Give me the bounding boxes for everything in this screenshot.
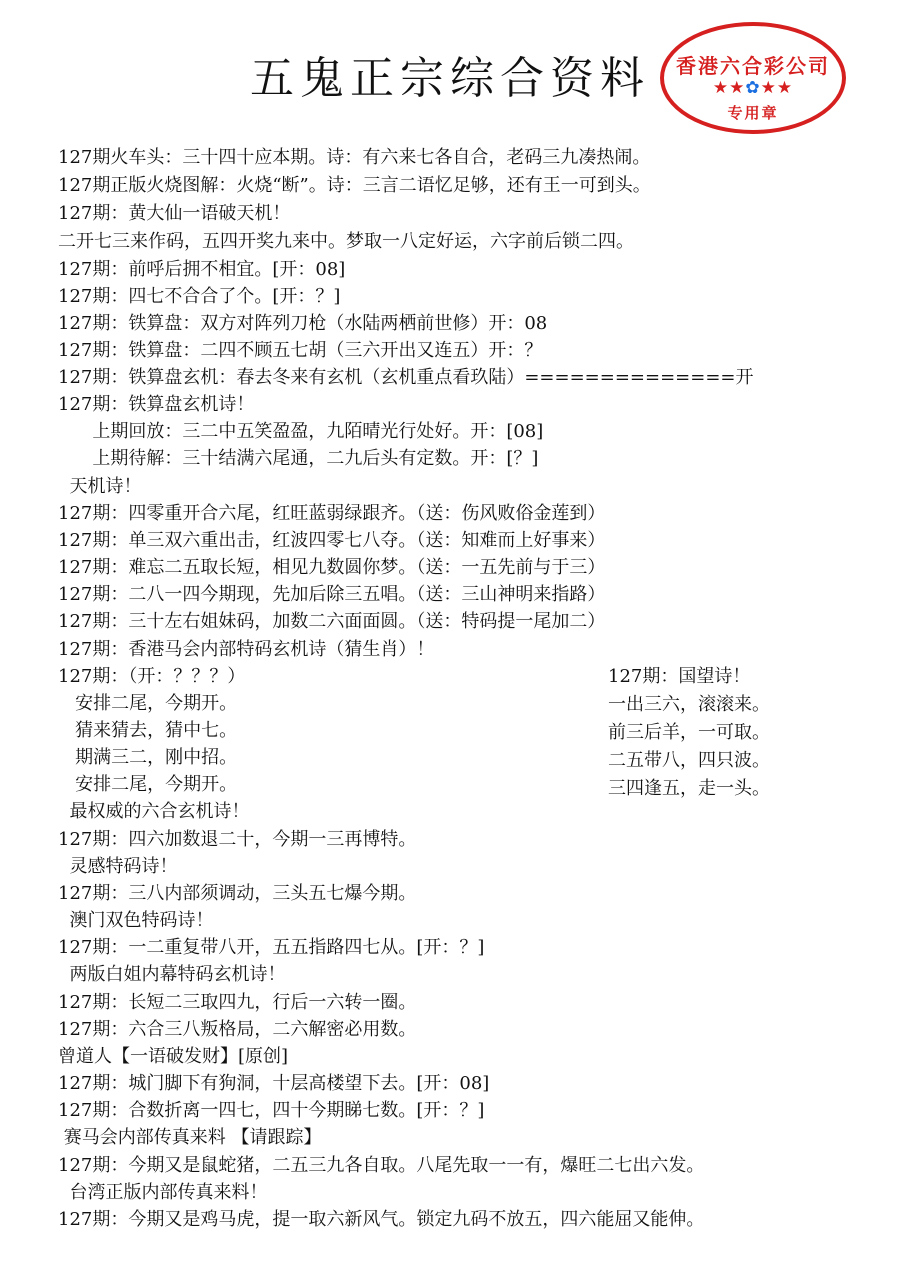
text-line: 127期正版火烧图解：火烧“断”。诗：三言二语忆足够，还有王一可到头。 [58, 175, 651, 196]
text-line: 127期：四六加数退二十，今期一三再博特。 [58, 829, 417, 850]
text-line: 127期：二八一四今期现，先加后除三五唱。（送：三山神明来指路） [58, 584, 606, 605]
poem-line: 127期：国望诗！ [608, 666, 751, 687]
text-line: 127期：四七不合合了个。[开：？] [58, 286, 341, 307]
text-line: 127期：六合三八叛格局，二六解密必用数。 [58, 1019, 417, 1040]
text-line: 猜来猜去，猜中七。 [58, 720, 238, 741]
text-line: 127期：一二重复带八开，五五指路四七从。[开：？] [58, 937, 485, 958]
text-line: 127期：今期又是鼠蛇猪，二五三九各自取。八尾先取一一有，爆旺二七出六发。 [58, 1155, 705, 1176]
text-line: 127期：今期又是鸡马虎，提一取六新风气。锁定九码不放五，四六能屈又能伸。 [58, 1209, 705, 1230]
text-line: 天机诗！ [58, 476, 142, 497]
text-line: 曾道人【一语破发财】[原创] [58, 1046, 289, 1067]
seal-top-text: 香港六合彩公司 [676, 54, 830, 78]
company-seal [660, 22, 846, 134]
poem-line: 二五带八，四只波。 [608, 750, 770, 771]
seal-bottom-text: 专用章 [727, 104, 779, 122]
text-line: 127期：三十左右姐妹码，加数二六面面圆。（送：特码提一尾加二） [58, 611, 606, 632]
text-line: 两版白姐内幕特码玄机诗！ [58, 964, 286, 985]
text-line: 上期待解：三十结满六尾通，二九后头有定数。开：[？] [58, 448, 539, 469]
text-line: 127期火车头：三十四十应本期。诗：有六来七各自合，老码三九凑热闹。 [58, 147, 651, 168]
poem-line: 三四逢五，走一头。 [608, 778, 770, 799]
text-line: 台湾正版内部传真来料！ [58, 1182, 268, 1203]
seal-stars: ★★✿★★ [712, 78, 794, 98]
text-line: 期满三二，刚中招。 [58, 747, 238, 768]
text-line: 安排二尾，今期开。 [58, 774, 238, 795]
text-line: 澳门双色特码诗！ [58, 910, 214, 931]
text-line: 最权威的六合玄机诗！ [58, 801, 250, 822]
text-line: 127期：香港马会内部特码玄机诗（猜生肖）！ [58, 639, 435, 660]
text-line: 赛马会内部传真来料 【请跟踪】 [58, 1127, 322, 1148]
text-line: 127期：合数折离一四七，四十今期睇七数。[开：？] [58, 1100, 485, 1121]
text-line: 127期：城门脚下有狗洞，十层高楼望下去。[开：08] [58, 1073, 490, 1094]
text-line: 127期：难忘二五取长短，相见九数圆你梦。（送：一五先前与于三） [58, 557, 606, 578]
text-line: 127期：铁算盘：双方对阵列刀枪（水陆两栖前世修）开：08 [58, 313, 548, 334]
text-line: 二开七三来作码，五四开奖九来中。梦取一八定好运，六字前后锁二四。 [58, 231, 634, 252]
text-line: 127期：黄大仙一语破天机！ [58, 203, 291, 224]
text-line: 灵感特码诗！ [58, 856, 178, 877]
text-line: 安排二尾，今期开。 [58, 693, 238, 714]
text-line: 127期：三八内部须调动，三头五七爆今期。 [58, 883, 417, 904]
text-line: 127期：四零重开合六尾，红旺蓝弱绿跟齐。（送：伤风败俗金莲到） [58, 503, 606, 524]
text-line: 127期：单三双六重出击，红波四零七八夺。（送：知难而上好事来） [58, 530, 606, 551]
text-line: 127期：前呼后拥不相宜。[开：08] [58, 259, 346, 280]
page-title: 五鬼正宗综合资料 [250, 53, 650, 104]
text-line: 上期回放：三二中五笑盈盈，九陌晴光行处好。开：[08] [58, 421, 544, 442]
text-line: 127期：铁算盘：二四不顾五七胡（三六开出又连五）开：？ [58, 340, 543, 361]
text-line: 127期：铁算盘玄机：春去冬来有玄机（玄机重点看玖陆）==============开 [58, 367, 754, 388]
guowang-poem-column [608, 666, 770, 806]
poem-line: 一出三六，滚滚来。 [608, 694, 770, 715]
text-line: 127期：铁算盘玄机诗！ [58, 394, 255, 415]
text-line: 127期：（开：？？？） [58, 666, 246, 687]
poem-line: 前三后羊，一可取。 [608, 722, 770, 743]
text-line: 127期：长短二三取四九，行后一六转一圈。 [58, 992, 417, 1013]
